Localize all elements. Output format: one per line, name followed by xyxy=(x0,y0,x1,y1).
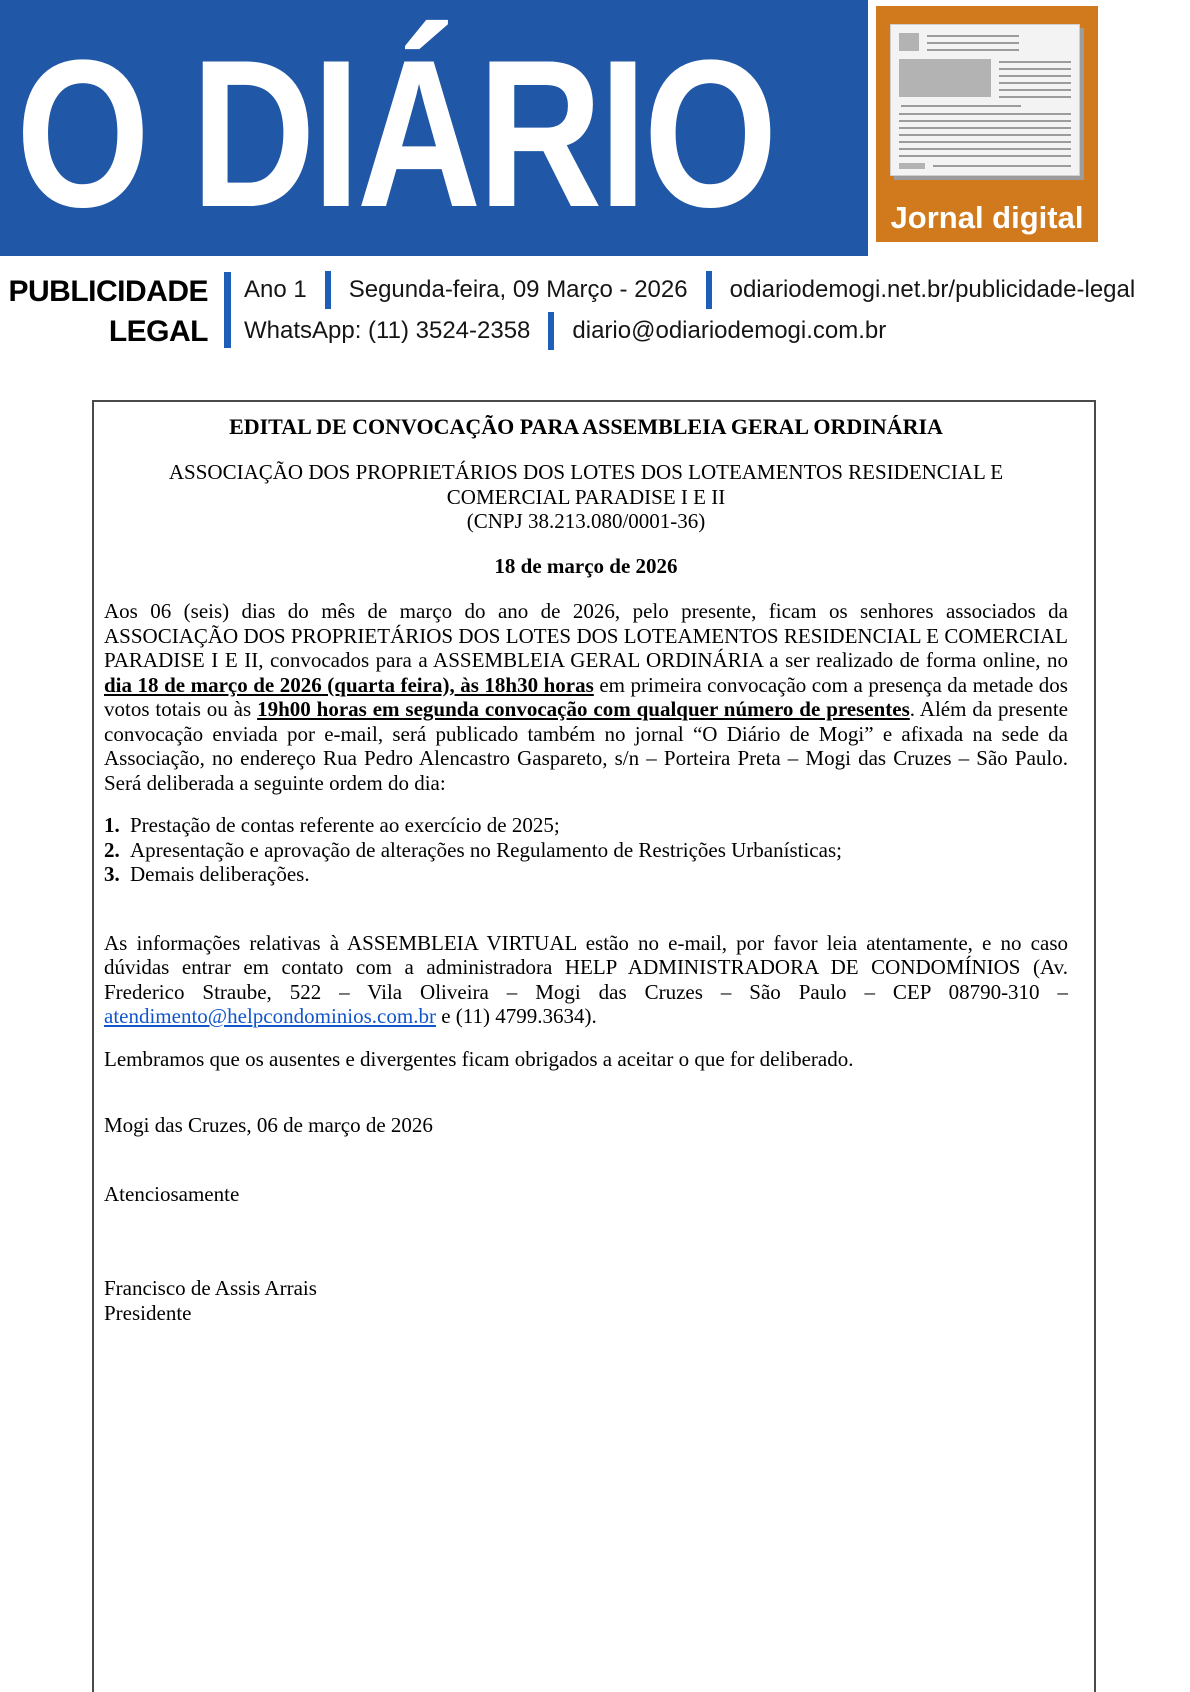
logo-text: O DIÁRIO xyxy=(16,16,775,251)
brand-band xyxy=(0,0,868,256)
masthead-title-line2: LEGAL xyxy=(108,315,208,348)
dateline: Mogi das Cruzes, 06 de março de 2026 xyxy=(104,1113,433,1137)
whatsapp-number: WhatsApp: (11) 3524-2358 xyxy=(244,317,531,344)
agenda-item xyxy=(104,862,1068,887)
newspaper-icon-footer xyxy=(899,163,925,169)
org-block xyxy=(104,460,1068,534)
edition-year: Ano 1 xyxy=(244,276,307,303)
newspaper-icon-lines xyxy=(999,61,1071,98)
newspaper-icon-lines xyxy=(927,35,1019,52)
contact-email: diario@odiariodemogi.com.br xyxy=(572,317,887,344)
agenda-item xyxy=(104,813,1068,838)
paragraph-segment: Aos 06 (seis) dias do mês de março do ano de 2026, pelo presente, ficam os senhores associados da ASSOCIAÇÃO DOS PROPRIETÁRIOS DOS LOTES DOS LOTEAMENTOS RESIDENCIAL E COMERCIAL PARADISE I E II, convocados para a ASSEMBLEIA GERAL ORDINÁRIA a ser realizado de forma online, no xyxy=(104,599,1068,672)
highlighted-datetime: dia 18 de março de 2026 (quarta feira), às 18h30 horas xyxy=(104,672,594,697)
divider-bar xyxy=(325,271,331,309)
agenda-item-text: Demais deliberações. xyxy=(130,862,310,886)
newspaper-icon-lines xyxy=(899,113,1071,158)
email-link[interactable]: atendimento@helpcondominios.com.br xyxy=(104,1004,436,1028)
agenda-item-number: 2. xyxy=(104,837,120,862)
closing: Atenciosamente xyxy=(104,1181,240,1206)
note-paragraph: Lembramos que os ausentes e divergentes ficam obrigados a aceitar o que for deliberado. xyxy=(104,1046,854,1071)
site-url: odiariodemogi.net.br/publicidade-legal xyxy=(729,276,1136,303)
digital-badge xyxy=(876,6,1098,242)
paragraph-segment: . Além da presente convocação enviada por e-mail, será publicado também no jornal “O Diário de Mogi” e afixada na sede da Associação, no endereço Rua Pedro Alencastro Gaspareto, s/n – Porteira Preta – Mogi das Cruzes – São Paulo. Será deliberada a seguinte ordem do dia: xyxy=(104,697,1069,795)
newspaper-icon-thumb xyxy=(899,33,919,51)
masthead-title xyxy=(0,272,208,352)
edition-info-row xyxy=(244,270,1135,310)
agenda-list xyxy=(104,813,1068,887)
agenda-item-text: Apresentação e aprovação de alterações no Regulamento de Restrições Urbanísticas; xyxy=(130,837,842,862)
badge-label: Jornal digital xyxy=(890,200,1084,235)
legal-notice-box xyxy=(92,400,1096,1692)
newspaper-icon-photo xyxy=(899,59,991,97)
signature-name: Francisco de Assis Arrais xyxy=(104,1276,317,1300)
divider-bar xyxy=(706,271,712,309)
newspaper-icon-rule xyxy=(901,105,1021,107)
edition-date: Segunda-feira, 09 Março - 2026 xyxy=(348,276,688,303)
org-name-line1: ASSOCIAÇÃO DOS PROPRIETÁRIOS DOS LOTES DOS LOTEAMENTOS RESIDENCIAL E xyxy=(168,460,1004,484)
info-paragraph xyxy=(104,931,1068,1029)
masthead-divider-bar xyxy=(224,272,231,348)
highlighted-second-call: 19h00 horas em segunda convocação com qualquer número de presentes xyxy=(257,697,910,721)
org-cnpj: (CNPJ 38.213.080/0001-36) xyxy=(466,509,706,533)
divider-bar xyxy=(548,312,554,350)
paragraph-segment: As informações relativas à ASSEMBLEIA VIRTUAL estão no e-mail, por favor leia atentamente, e no caso dúvidas entrar em contato com a administradora HELP ADMINISTRADORA DE CONDOMÍNIOS (Av. Frederico Straube, 522 – Vila Oliveira – Mogi das Cruzes – São Paulo – CEP 08790-310 – xyxy=(104,930,1068,1004)
org-name-line2: COMERCIAL PARADISE I E II xyxy=(446,484,726,509)
paragraph-segment: em primeira convocação com a presença da metade dos votos totais ou às xyxy=(104,672,1068,721)
opening-paragraph xyxy=(104,599,1068,795)
agenda-item xyxy=(104,838,1068,863)
signature-role: Presidente xyxy=(104,1300,192,1325)
agenda-item-text: Prestação de contas referente ao exercício de 2025; xyxy=(130,813,560,837)
notice-title: EDITAL DE CONVOCAÇÃO PARA ASSEMBLEIA GERAL ORDINÁRIA xyxy=(229,414,943,439)
agenda-item-number: 3. xyxy=(104,862,120,886)
meeting-date: 18 de março de 2026 xyxy=(494,553,678,578)
masthead-title-line1: PUBLICIDADE xyxy=(8,275,208,308)
paragraph-segment: e (11) 4799.3634). xyxy=(435,1004,597,1028)
newspaper-icon-rule xyxy=(933,165,1071,167)
contact-info-row xyxy=(244,311,886,351)
signature-block xyxy=(104,1276,1068,1325)
newspaper-icon xyxy=(890,24,1080,176)
agenda-item-number: 1. xyxy=(104,813,120,837)
